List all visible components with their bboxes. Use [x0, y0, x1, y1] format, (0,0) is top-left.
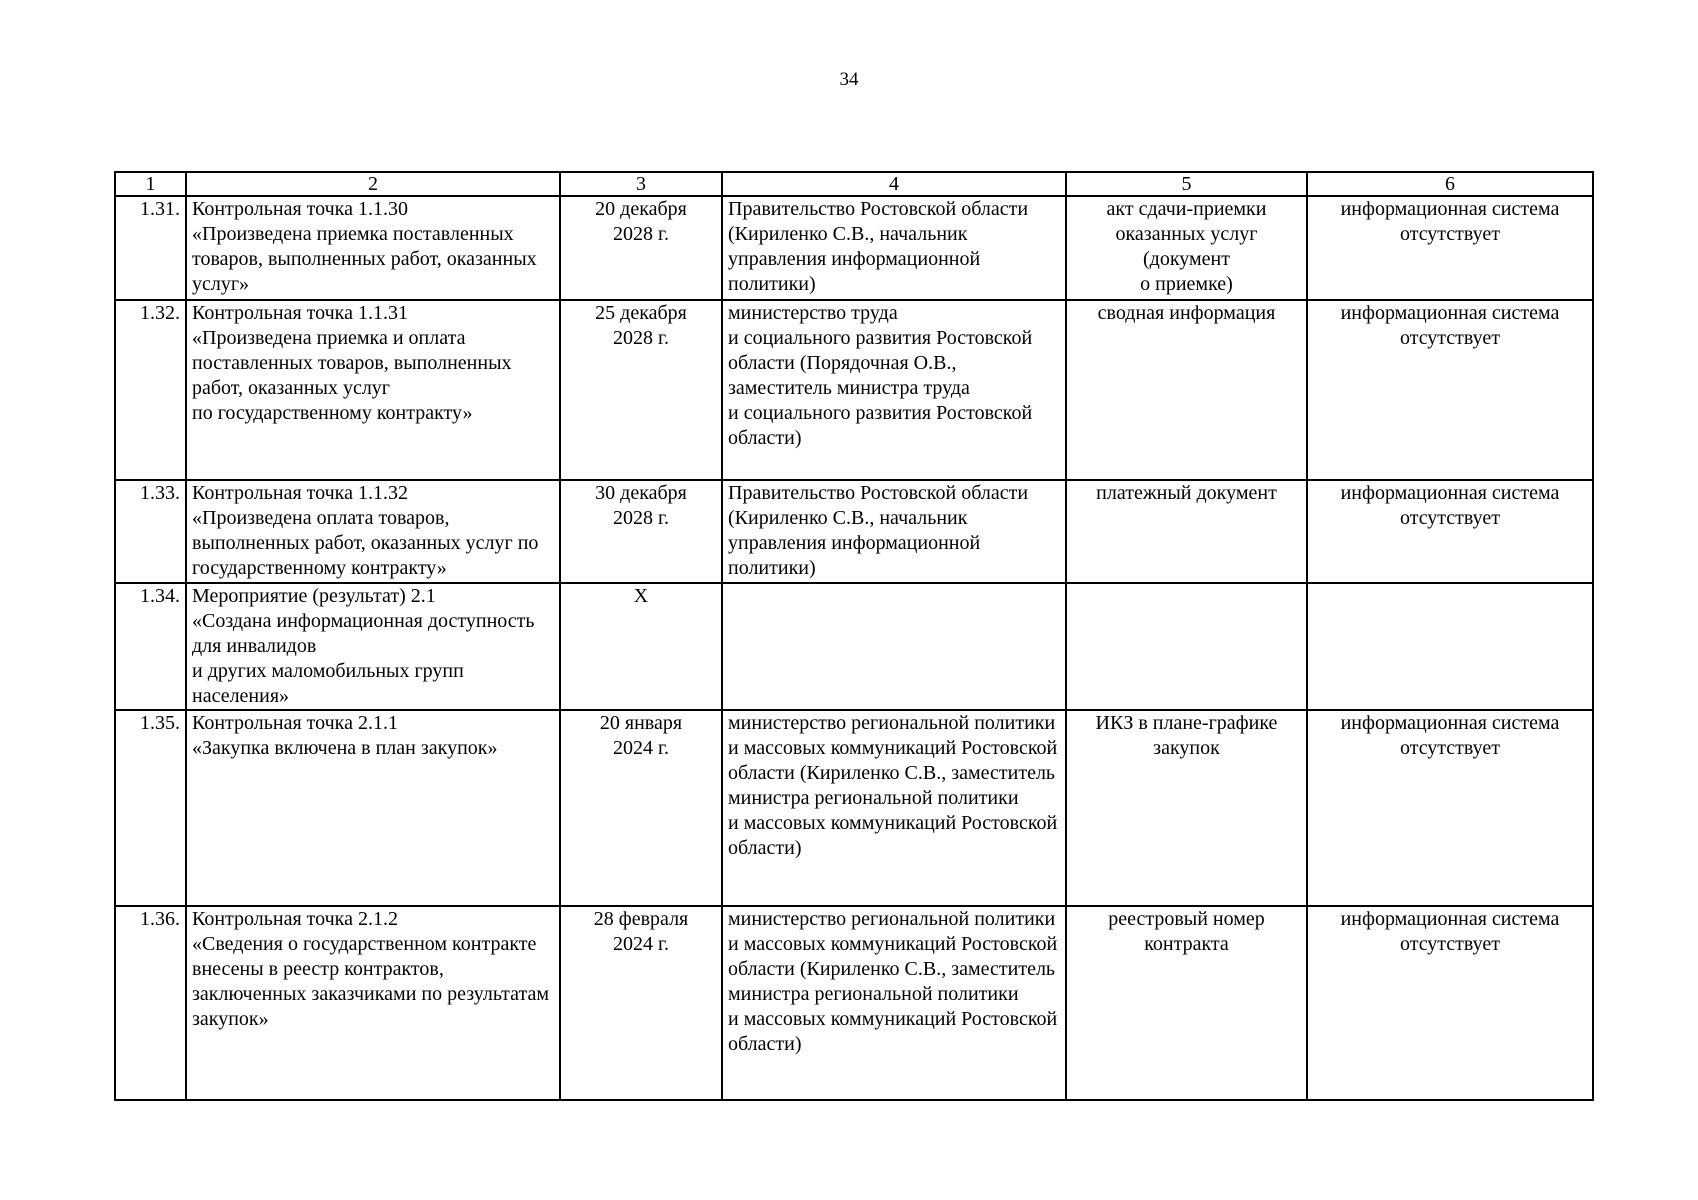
confirming-document: платежный документ [1066, 480, 1307, 583]
confirming-document: акт сдачи-приемки оказанных услуг (документ о приемке) [1066, 196, 1307, 300]
information-system: информационная система отсутствует [1307, 710, 1593, 906]
row-number: 1.35. [115, 710, 186, 906]
column-header-2: 2 [186, 172, 560, 196]
table-row [115, 480, 1593, 583]
confirming-document: реестровый номер контракта [1066, 906, 1307, 1100]
table-row [115, 906, 1593, 1100]
due-date: 20 декабря 2028 г. [560, 196, 722, 300]
column-header-4: 4 [722, 172, 1066, 196]
information-system: информационная система отсутствует [1307, 906, 1593, 1100]
responsible-party: министерство региональной политики и массовых коммуникаций Ростовской области (Кириленко С.В., заместитель министра региональной политики и массовых коммуникаций Ростовской области) [722, 906, 1066, 1100]
confirming-document [1066, 583, 1307, 710]
due-date: 25 декабря 2028 г. [560, 300, 722, 480]
responsible-party [722, 583, 1066, 710]
column-header-5: 5 [1066, 172, 1307, 196]
table-row [115, 300, 1593, 480]
responsible-party: министерство труда и социального развития Ростовской области (Порядочная О.В., заместитель министра труда и социального развития Ростовской области) [722, 300, 1066, 480]
column-header-1: 1 [115, 172, 186, 196]
information-system: информационная система отсутствует [1307, 300, 1593, 480]
column-header-3: 3 [560, 172, 722, 196]
row-number: 1.33. [115, 480, 186, 583]
due-date: Х [560, 583, 722, 710]
page-number: 34 [839, 69, 859, 90]
information-system: информационная система отсутствует [1307, 480, 1593, 583]
due-date: 30 декабря 2028 г. [560, 480, 722, 583]
column-header-6: 6 [1307, 172, 1593, 196]
control-point-name: Контрольная точка 2.1.1 «Закупка включена в план закупок» [186, 710, 560, 906]
control-point-name: Контрольная точка 1.1.32 «Произведена оплата товаров, выполненных работ, оказанных услуг по государственному контракту» [186, 480, 560, 583]
responsible-party: министерство региональной политики и массовых коммуникаций Ростовской области (Кириленко С.В., заместитель министра региональной политики и массовых коммуникаций Ростовской области) [722, 710, 1066, 906]
row-number: 1.32. [115, 300, 186, 480]
control-point-name: Контрольная точка 1.1.31 «Произведена приемка и оплата поставленных товаров, выполненных работ, оказанных услуг по государственному контракту» [186, 300, 560, 480]
row-number: 1.36. [115, 906, 186, 1100]
information-system: информационная система отсутствует [1307, 196, 1593, 300]
table-row [115, 583, 1593, 710]
control-point-name: Контрольная точка 1.1.30 «Произведена приемка поставленных товаров, выполненных работ, оказанных услуг» [186, 196, 560, 300]
control-points-table [114, 171, 1594, 1101]
responsible-party: Правительство Ростовской области (Кириленко С.В., начальник управления информационной политики) [722, 480, 1066, 583]
event-result-name: Мероприятие (результат) 2.1 «Создана информационная доступность для инвалидов и других маломобильных групп населения» [186, 583, 560, 710]
table-row [115, 196, 1593, 300]
information-system [1307, 583, 1593, 710]
row-number: 1.31. [115, 196, 186, 300]
table-row [115, 710, 1593, 906]
due-date: 20 января 2024 г. [560, 710, 722, 906]
responsible-party: Правительство Ростовской области (Кириленко С.В., начальник управления информационной политики) [722, 196, 1066, 300]
due-date: 28 февраля 2024 г. [560, 906, 722, 1100]
confirming-document: сводная информация [1066, 300, 1307, 480]
control-point-name: Контрольная точка 2.1.2 «Сведения о государственном контракте внесены в реестр контрактов, заключенных заказчиками по результатам закупок» [186, 906, 560, 1100]
confirming-document: ИКЗ в плане-графике закупок [1066, 710, 1307, 906]
row-number: 1.34. [115, 583, 186, 710]
column-number-header-row [115, 172, 1593, 196]
